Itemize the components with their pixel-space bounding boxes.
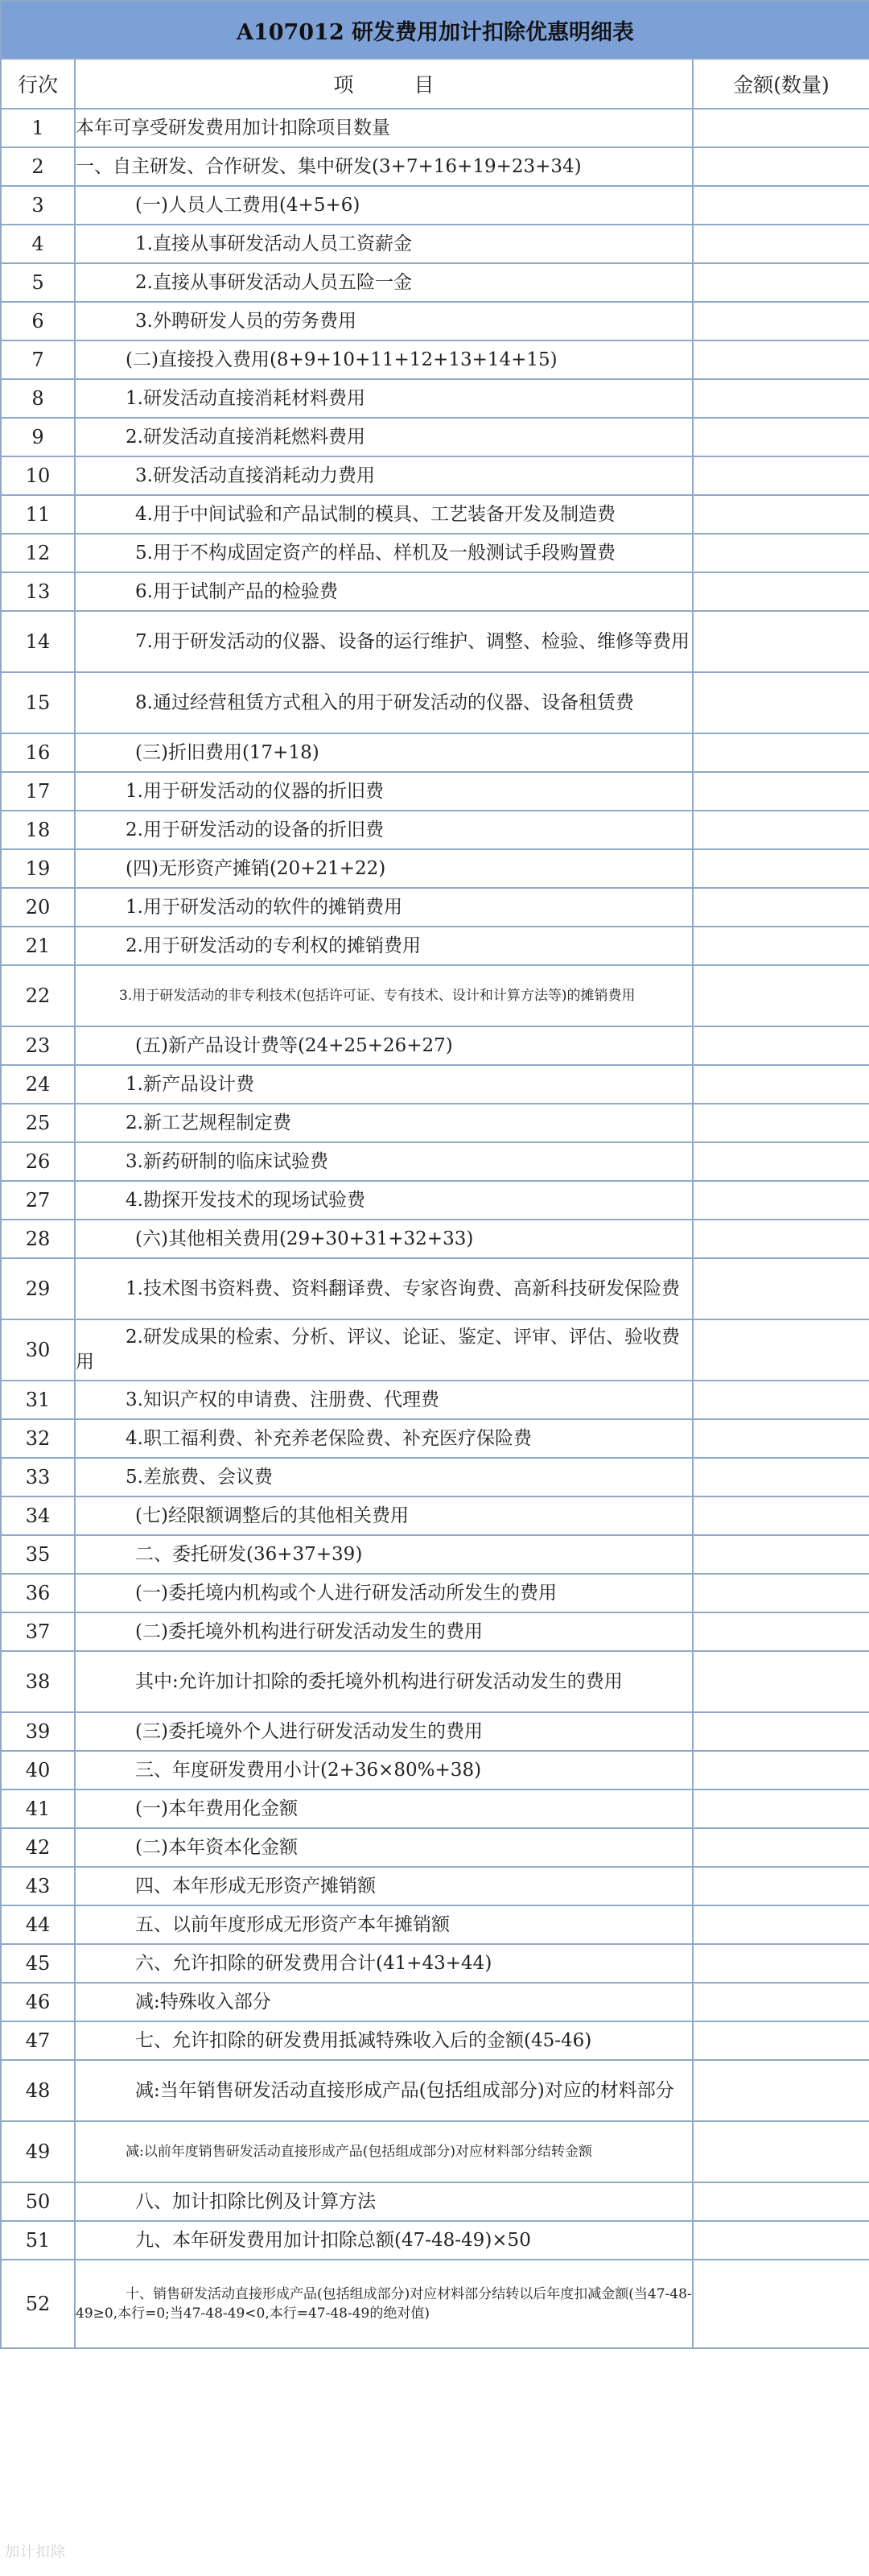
table-row [1, 1574, 869, 1612]
item-label: 三、年度研发费用小计(2+36×80%+38) [75, 1751, 693, 1790]
amount-cell[interactable] [693, 1651, 869, 1712]
amount-cell[interactable] [693, 534, 869, 572]
table-row [1, 263, 869, 302]
amount-cell[interactable] [693, 1381, 869, 1419]
item-label: 2.研发成果的检索、分析、评议、论证、鉴定、评审、评估、验收费用 [75, 1319, 693, 1381]
header-line-no: 行次 [1, 59, 75, 109]
item-label: 1.研发活动直接消耗材料费用 [75, 379, 693, 418]
table-row [1, 1181, 869, 1220]
amount-cell[interactable] [693, 341, 869, 379]
line-number: 46 [1, 1983, 75, 2021]
table-row [1, 1983, 869, 2021]
table-row [1, 2182, 869, 2221]
amount-cell[interactable] [693, 1319, 869, 1381]
item-label: (七)经限额调整后的其他相关费用 [75, 1496, 693, 1535]
line-number: 24 [1, 1065, 75, 1104]
item-label: 六、允许扣除的研发费用合计(41+43+44) [75, 1944, 693, 1983]
table-row [1, 1651, 869, 1712]
line-number: 31 [1, 1381, 75, 1419]
line-number: 13 [1, 572, 75, 611]
item-label: 1.新产品设计费 [75, 1065, 693, 1104]
item-label: 3.知识产权的申请费、注册费、代理费 [75, 1381, 693, 1419]
amount-cell[interactable] [693, 1905, 869, 1944]
table-row [1, 1867, 869, 1905]
table-row [1, 611, 869, 672]
line-number: 30 [1, 1319, 75, 1381]
item-label: (三)折旧费用(17+18) [75, 733, 693, 772]
amount-cell[interactable] [693, 456, 869, 495]
table-row [1, 225, 869, 263]
item-label: (二)委托境外机构进行研发活动发生的费用 [75, 1612, 693, 1651]
table-row [1, 1104, 869, 1142]
amount-cell[interactable] [693, 1142, 869, 1181]
line-number: 19 [1, 849, 75, 888]
item-label: 1.技术图书资料费、资料翻译费、专家咨询费、高新科技研发保险费 [75, 1258, 693, 1319]
item-label: (四)无形资产摊销(20+21+22) [75, 849, 693, 888]
table-row [1, 456, 869, 495]
table-row [1, 109, 869, 147]
item-label: 5.用于不构成固定资产的样品、样机及一般测试手段购置费 [75, 534, 693, 572]
item-label: 1.用于研发活动的软件的摊销费用 [75, 888, 693, 927]
line-number: 37 [1, 1612, 75, 1651]
line-number: 38 [1, 1651, 75, 1712]
table-row [1, 341, 869, 379]
item-label: (五)新产品设计费等(24+25+26+27) [75, 1026, 693, 1065]
line-number: 17 [1, 772, 75, 811]
table-row [1, 572, 869, 611]
table-row [1, 1142, 869, 1181]
line-number: 32 [1, 1419, 75, 1458]
item-label: 4.职工福利费、补充养老保险费、补充医疗保险费 [75, 1419, 693, 1458]
amount-cell[interactable] [693, 1258, 869, 1319]
item-label: 2.用于研发活动的专利权的摊销费用 [75, 927, 693, 965]
line-number: 49 [1, 2121, 75, 2182]
amount-cell[interactable] [693, 1574, 869, 1612]
line-number: 21 [1, 927, 75, 965]
header-row [1, 59, 869, 109]
item-label: (一)委托境内机构或个人进行研发活动所发生的费用 [75, 1574, 693, 1612]
item-label: 3.外聘研发人员的劳务费用 [75, 302, 693, 341]
item-label: (二)本年资本化金额 [75, 1828, 693, 1867]
item-label: 八、加计扣除比例及计算方法 [75, 2182, 693, 2221]
line-number: 28 [1, 1220, 75, 1258]
table-row [1, 1828, 869, 1867]
amount-cell[interactable] [693, 733, 869, 772]
table-row [1, 772, 869, 811]
table-row [1, 2221, 869, 2260]
amount-cell[interactable] [693, 2221, 869, 2260]
amount-cell[interactable] [693, 1983, 869, 2021]
item-label: 3.用于研发活动的非专利技术(包括许可证、专有技术、设计和计算方法等)的摊销费用 [75, 965, 693, 1026]
item-label: 五、以前年度形成无形资产本年摊销额 [75, 1905, 693, 1944]
line-number: 44 [1, 1905, 75, 1944]
line-number: 48 [1, 2060, 75, 2121]
table-row [1, 1944, 869, 1983]
amount-cell[interactable] [693, 1944, 869, 1983]
amount-cell[interactable] [693, 772, 869, 811]
amount-cell[interactable] [693, 1612, 869, 1651]
amount-cell[interactable] [693, 965, 869, 1026]
table-row [1, 1535, 869, 1574]
item-label: 2.新工艺规程制定费 [75, 1104, 693, 1142]
item-label: 3.研发活动直接消耗动力费用 [75, 456, 693, 495]
item-label: 二、委托研发(36+37+39) [75, 1535, 693, 1574]
amount-cell[interactable] [693, 495, 869, 534]
amount-cell[interactable] [693, 2060, 869, 2121]
line-number: 41 [1, 1790, 75, 1828]
item-label: 7.用于研发活动的仪器、设备的运行维护、调整、检验、维修等费用 [75, 611, 693, 672]
table-row [1, 1220, 869, 1258]
amount-cell[interactable] [693, 1181, 869, 1220]
table-row [1, 147, 869, 186]
table-row [1, 1905, 869, 1944]
table-row [1, 1496, 869, 1535]
amount-cell[interactable] [693, 2260, 869, 2348]
item-label: (一)本年费用化金额 [75, 1790, 693, 1828]
line-number: 7 [1, 341, 75, 379]
line-number: 22 [1, 965, 75, 1026]
line-number: 15 [1, 672, 75, 733]
item-label: 3.新药研制的临床试验费 [75, 1142, 693, 1181]
form-title: A107012 研发费用加计扣除优惠明细表 [1, 1, 869, 59]
table-row [1, 1065, 869, 1104]
line-number: 20 [1, 888, 75, 927]
header-amount: 金额(数量) [693, 59, 869, 109]
table-row [1, 733, 869, 772]
item-label: 九、本年研发费用加计扣除总额(47-48-49)×50 [75, 2221, 693, 2260]
amount-cell[interactable] [693, 1867, 869, 1905]
table-row [1, 1258, 869, 1319]
table-row [1, 1026, 869, 1065]
table-row [1, 418, 869, 456]
amount-cell[interactable] [693, 672, 869, 733]
table-row [1, 534, 869, 572]
table-row [1, 1458, 869, 1496]
line-number: 43 [1, 1867, 75, 1905]
item-label: 四、本年形成无形资产摊销额 [75, 1867, 693, 1905]
table-row [1, 965, 869, 1026]
table-row [1, 672, 869, 733]
line-number: 18 [1, 811, 75, 849]
amount-cell[interactable] [693, 379, 869, 418]
line-number: 2 [1, 147, 75, 186]
item-label: 减:以前年度销售研发活动直接形成产品(包括组成部分)对应材料部分结转金额 [75, 2121, 693, 2182]
amount-cell[interactable] [693, 611, 869, 672]
line-number: 4 [1, 225, 75, 263]
amount-cell[interactable] [693, 572, 869, 611]
line-number: 3 [1, 186, 75, 225]
table-row [1, 1751, 869, 1790]
amount-cell[interactable] [693, 1751, 869, 1790]
table-body [1, 109, 869, 2348]
line-number: 1 [1, 109, 75, 147]
amount-cell[interactable] [693, 1220, 869, 1258]
amount-cell[interactable] [693, 1828, 869, 1867]
amount-cell[interactable] [693, 2021, 869, 2060]
amount-cell[interactable] [693, 1790, 869, 1828]
line-number: 33 [1, 1458, 75, 1496]
line-number: 11 [1, 495, 75, 534]
item-label: 4.用于中间试验和产品试制的模具、工艺装备开发及制造费 [75, 495, 693, 534]
amount-cell[interactable] [693, 927, 869, 965]
line-number: 36 [1, 1574, 75, 1612]
item-label: 2.研发活动直接消耗燃料费用 [75, 418, 693, 456]
table-row [1, 1319, 869, 1381]
line-number: 10 [1, 456, 75, 495]
table-row [1, 2060, 869, 2121]
table-row [1, 186, 869, 225]
item-label: 2.用于研发活动的设备的折旧费 [75, 811, 693, 849]
table-row [1, 1612, 869, 1651]
item-label: 1.用于研发活动的仪器的折旧费 [75, 772, 693, 811]
amount-cell[interactable] [693, 1104, 869, 1142]
item-label: 一、自主研发、合作研发、集中研发(3+7+16+19+23+34) [75, 147, 693, 186]
line-number: 42 [1, 1828, 75, 1867]
line-number: 25 [1, 1104, 75, 1142]
table-row [1, 2260, 869, 2348]
line-number: 47 [1, 2021, 75, 2060]
item-label: (二)直接投入费用(8+9+10+11+12+13+14+15) [75, 341, 693, 379]
line-number: 45 [1, 1944, 75, 1983]
header-item: 项 目 [75, 59, 693, 109]
item-label: 七、允许扣除的研发费用抵减特殊收入后的金额(45-46) [75, 2021, 693, 2060]
item-label: 十、销售研发活动直接形成产品(包括组成部分)对应材料部分结转以后年度扣减金额(当47-48-49≥0,本行=0;当47-48-49<0,本行=47-48-49的绝对值) [75, 2260, 693, 2348]
table-row [1, 849, 869, 888]
item-label: 6.用于试制产品的检验费 [75, 572, 693, 611]
table-row [1, 927, 869, 965]
amount-cell[interactable] [693, 1026, 869, 1065]
amount-cell[interactable] [693, 1065, 869, 1104]
amount-cell[interactable] [693, 1535, 869, 1574]
item-label: (六)其他相关费用(29+30+31+32+33) [75, 1220, 693, 1258]
table-row [1, 1381, 869, 1419]
line-number: 16 [1, 733, 75, 772]
table-row [1, 811, 869, 849]
amount-cell[interactable] [693, 2182, 869, 2221]
table-row [1, 379, 869, 418]
watermark: 加计扣除 [5, 2544, 66, 2561]
line-number: 8 [1, 379, 75, 418]
item-label: (三)委托境外个人进行研发活动发生的费用 [75, 1712, 693, 1751]
amount-cell[interactable] [693, 147, 869, 186]
amount-cell[interactable] [693, 225, 869, 263]
table-row [1, 1790, 869, 1828]
line-number: 27 [1, 1181, 75, 1220]
item-label: 其中:允许加计扣除的委托境外机构进行研发活动发生的费用 [75, 1651, 693, 1712]
line-number: 50 [1, 2182, 75, 2221]
amount-cell[interactable] [693, 811, 869, 849]
line-number: 51 [1, 2221, 75, 2260]
item-label: 2.直接从事研发活动人员五险一金 [75, 263, 693, 302]
table-row [1, 1419, 869, 1458]
line-number: 34 [1, 1496, 75, 1535]
table-row [1, 888, 869, 927]
table-row [1, 1712, 869, 1751]
item-label: 减:特殊收入部分 [75, 1983, 693, 2021]
line-number: 26 [1, 1142, 75, 1181]
amount-cell[interactable] [693, 1712, 869, 1751]
item-label: 本年可享受研发费用加计扣除项目数量 [75, 109, 693, 147]
amount-cell[interactable] [693, 186, 869, 225]
line-number: 39 [1, 1712, 75, 1751]
line-number: 6 [1, 302, 75, 341]
line-number: 52 [1, 2260, 75, 2348]
item-label: 减:当年销售研发活动直接形成产品(包括组成部分)对应的材料部分 [75, 2060, 693, 2121]
line-number: 9 [1, 418, 75, 456]
amount-cell[interactable] [693, 418, 869, 456]
amount-cell[interactable] [693, 1458, 869, 1496]
amount-cell[interactable] [693, 1419, 869, 1458]
amount-cell[interactable] [693, 109, 869, 147]
amount-cell[interactable] [693, 888, 869, 927]
amount-cell[interactable] [693, 849, 869, 888]
item-label: 5.差旅费、会议费 [75, 1458, 693, 1496]
amount-cell[interactable] [693, 263, 869, 302]
item-label: 1.直接从事研发活动人员工资薪金 [75, 225, 693, 263]
table-row [1, 2021, 869, 2060]
line-number: 5 [1, 263, 75, 302]
table-row [1, 2121, 869, 2182]
line-number: 14 [1, 611, 75, 672]
table-row [1, 302, 869, 341]
amount-cell[interactable] [693, 2121, 869, 2182]
amount-cell[interactable] [693, 1496, 869, 1535]
title-row [1, 1, 869, 59]
item-label: (一)人员人工费用(4+5+6) [75, 186, 693, 225]
line-number: 35 [1, 1535, 75, 1574]
line-number: 12 [1, 534, 75, 572]
item-label: 8.通过经营租赁方式租入的用于研发活动的仪器、设备租赁费 [75, 672, 693, 733]
table-row [1, 495, 869, 534]
line-number: 40 [1, 1751, 75, 1790]
amount-cell[interactable] [693, 302, 869, 341]
line-number: 23 [1, 1026, 75, 1065]
line-number: 29 [1, 1258, 75, 1319]
item-label: 4.勘探开发技术的现场试验费 [75, 1181, 693, 1220]
